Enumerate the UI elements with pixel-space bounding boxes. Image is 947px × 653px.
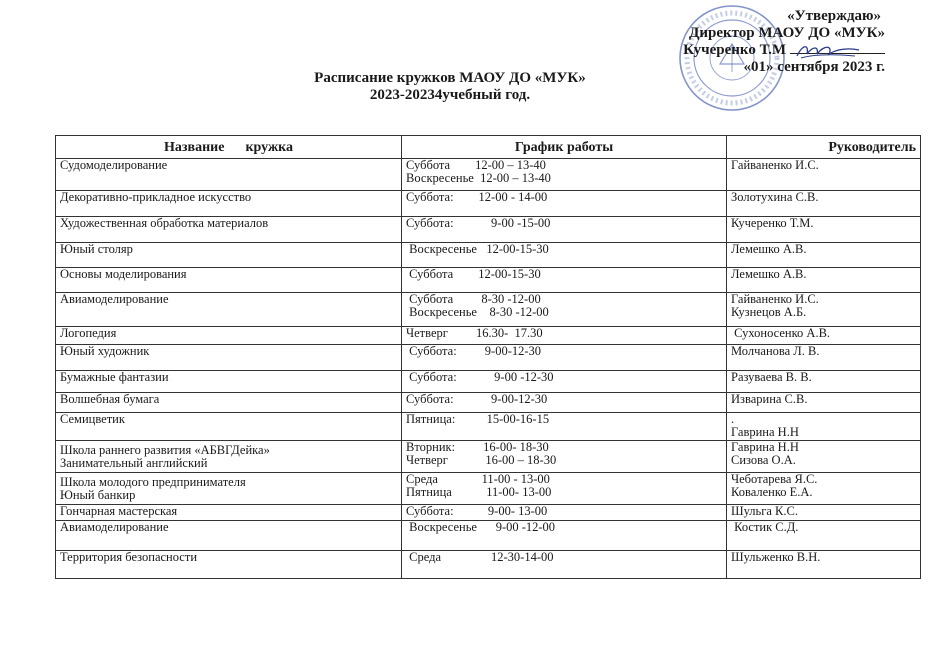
club-name: Бумажные фантазии: [56, 371, 402, 393]
schedule-line: Суббота: 9-00 -12-30: [406, 370, 554, 384]
table-row: [56, 413, 921, 441]
club-schedule: [402, 191, 727, 217]
leader-line: Кучеренко Т.М.: [731, 216, 814, 230]
leader-line: .: [731, 412, 735, 426]
leader-line: Костик С.Д.: [731, 520, 799, 534]
table-row: [56, 217, 921, 243]
schedule-line: Суббота: 12-00 - 14-00: [406, 190, 548, 204]
schedule-line: Суббота 8-30 -12-00: [406, 292, 541, 306]
leader-line: Гайваненко И.С.: [731, 158, 819, 172]
club-leader: [727, 473, 921, 505]
schedule-line: Среда 12-30-14-00: [406, 550, 554, 564]
club-name: Семицветик: [56, 413, 402, 441]
schedule-line: Суббота: 9-00-12-30: [406, 344, 542, 358]
schedule-line: Суббота: 9-00- 13-00: [406, 504, 548, 518]
schedule-line: Суббота 12-00 – 13-40: [406, 158, 546, 172]
club-leader: [727, 393, 921, 413]
schedule-line: Воскресенье 12-00-15-30: [406, 242, 549, 256]
schedule-line: Четверг 16-00 – 18-30: [406, 453, 557, 467]
club-schedule: [402, 505, 727, 521]
club-leader: [727, 551, 921, 579]
schedule-line: Пятница 11-00- 13-00: [406, 485, 552, 499]
schedule-line: Суббота 12-00-15-30: [406, 267, 541, 281]
signature: [793, 40, 863, 62]
leader-line: Молчанова Л. В.: [731, 344, 820, 358]
club-schedule: [402, 327, 727, 345]
leader-line: Изварина С.В.: [731, 392, 808, 406]
schedule-line: Воскресенье 9-00 -12-00: [406, 520, 556, 534]
table-row: [56, 268, 921, 293]
table-row: [56, 345, 921, 371]
club-name: Логопедия: [56, 327, 402, 345]
table-row: [56, 551, 921, 579]
club-schedule: [402, 521, 727, 551]
approval-line-2: Директор МАОУ ДО «МУК»: [689, 25, 885, 41]
schedule-line: Пятница: 15-00-16-15: [406, 412, 550, 426]
leader-line: Лемешко А.В.: [731, 267, 807, 281]
club-leader: [727, 413, 921, 441]
club-schedule: [402, 413, 727, 441]
schedule-table: [55, 135, 921, 579]
approval-line-4: «01» сентября 2023 г.: [743, 59, 885, 75]
approval-block: [683, 8, 885, 76]
leader-line: Шульга К.С.: [731, 504, 798, 518]
table-row: [56, 159, 921, 191]
leader-line: Золотухина С.В.: [731, 190, 819, 204]
club-leader: [727, 268, 921, 293]
club-leader: [727, 191, 921, 217]
leader-line: Сухоносенко А.В.: [731, 326, 831, 340]
club-leader: [727, 327, 921, 345]
club-name: Юный столяр: [56, 243, 402, 268]
schedule-line: Вторник: 16-00- 18-30: [406, 440, 549, 454]
club-name: Основы моделирования: [56, 268, 402, 293]
club-schedule: [402, 393, 727, 413]
table-row: [56, 521, 921, 551]
schedule-body: [56, 159, 921, 579]
table-row: [56, 293, 921, 327]
schedule-line: Воскресенье 8-30 -12-00: [406, 305, 549, 319]
director-name: Кучеренко Т.М: [683, 42, 786, 58]
club-schedule: [402, 551, 727, 579]
leader-line: Разуваева В. В.: [731, 370, 812, 384]
leader-line: Гаврина Н.Н: [731, 440, 799, 454]
approval-line-3: [683, 42, 885, 59]
club-leader: [727, 371, 921, 393]
club-name: Волшебная бумага: [56, 393, 402, 413]
table-row: [56, 473, 921, 505]
header-lead: Руководитель: [727, 136, 921, 159]
club-name: Юный художник: [56, 345, 402, 371]
title-line-2: 2023-20234учебный год.: [369, 87, 531, 103]
header-name: Название кружка: [56, 136, 402, 159]
club-leader: [727, 243, 921, 268]
club-schedule: [402, 345, 727, 371]
table-row: [56, 243, 921, 268]
leader-line: Сизова О.А.: [731, 453, 796, 467]
club-name: Школа раннего развития «АБВГДейка» Занимательный английский: [56, 441, 402, 473]
club-leader: [727, 345, 921, 371]
schedule-line: Воскресенье 12-00 – 13-40: [406, 171, 551, 185]
schedule-line: Суббота: 9-00-12-30: [406, 392, 548, 406]
header-row: [56, 136, 921, 159]
club-leader: [727, 217, 921, 243]
leader-line: Гайваненко И.С.: [731, 292, 819, 306]
club-leader: [727, 159, 921, 191]
leader-line: Шульженко В.Н.: [731, 550, 821, 564]
club-name: Судомоделирование: [56, 159, 402, 191]
leader-line: Чеботарева Я.С.: [731, 472, 818, 486]
table-row: [56, 191, 921, 217]
club-name: Гончарная мастерская: [56, 505, 402, 521]
club-leader: [727, 505, 921, 521]
table-row: [56, 327, 921, 345]
club-schedule: [402, 159, 727, 191]
club-name: Территория безопасности: [56, 551, 402, 579]
title-line-1: Расписание кружков МАОУ ДО «МУК»: [314, 70, 586, 86]
approval-line-1: «Утверждаю»: [787, 8, 881, 24]
table-row: [56, 371, 921, 393]
club-schedule: [402, 473, 727, 505]
club-schedule: [402, 293, 727, 327]
header-schedule: График работы: [402, 136, 727, 159]
schedule-line: Четверг 16.30- 17.30: [406, 326, 543, 340]
club-leader: [727, 441, 921, 473]
leader-line: Лемешко А.В.: [731, 242, 807, 256]
club-leader: [727, 293, 921, 327]
club-schedule: [402, 371, 727, 393]
club-leader: [727, 521, 921, 551]
club-name: Школа молодого предпринимателя Юный банкир: [56, 473, 402, 505]
leader-line: Гаврина Н.Н: [731, 425, 799, 439]
table-row: [56, 393, 921, 413]
leader-line: Коваленко Е.А.: [731, 485, 813, 499]
table-row: [56, 505, 921, 521]
table-row: [56, 441, 921, 473]
club-schedule: [402, 441, 727, 473]
schedule-line: Суббота: 9-00 -15-00: [406, 216, 551, 230]
leader-line: Кузнецов А.Б.: [731, 305, 807, 319]
schedule-line: Среда 11-00 - 13-00: [406, 472, 550, 486]
club-name: Декоративно-прикладное искусство: [56, 191, 402, 217]
club-schedule: [402, 268, 727, 293]
club-name: Авиамоделирование: [56, 293, 402, 327]
club-schedule: [402, 243, 727, 268]
club-schedule: [402, 217, 727, 243]
page-title: [300, 70, 600, 104]
club-name: Художественная обработка материалов: [56, 217, 402, 243]
club-name: Авиамоделирование: [56, 521, 402, 551]
